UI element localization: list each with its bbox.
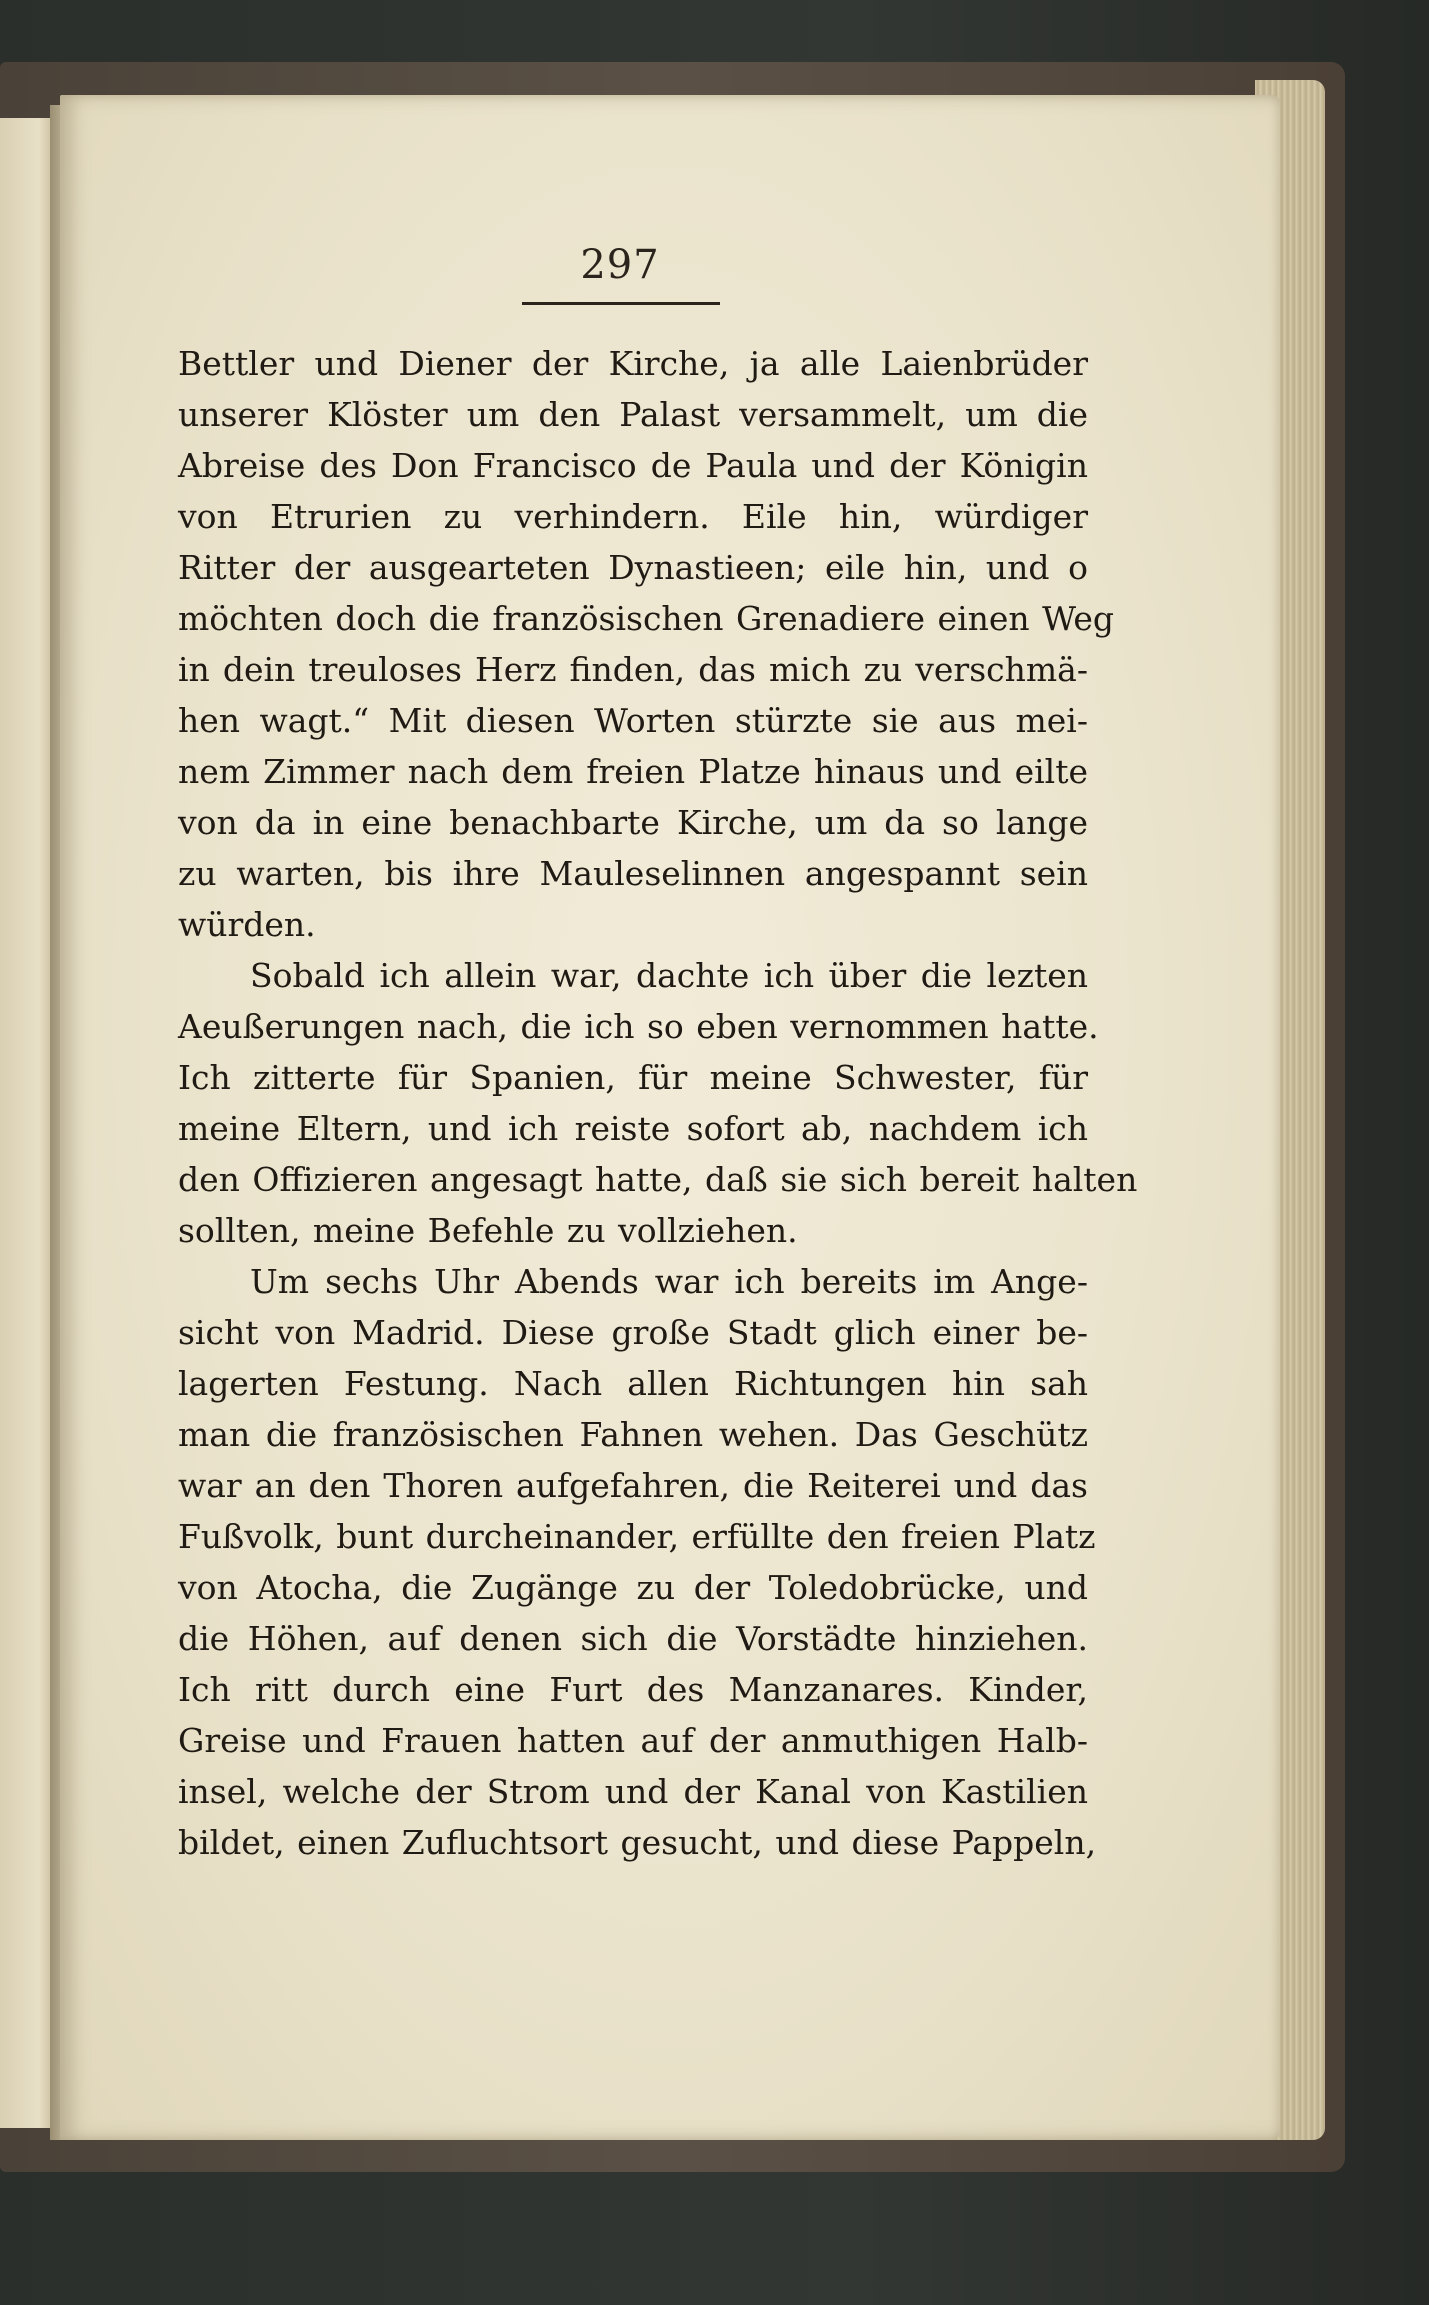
text-line: Fußvolk, bunt durcheinander, erfüllte den freien Platz — [178, 1517, 1096, 1556]
text-line: möchten doch die französischen Grenadiere einen Weg — [178, 599, 1115, 638]
text-line: Ich ritt durch eine Furt des Manzanares. Kinder, — [178, 1670, 1088, 1709]
text-line: Ritter der ausgearteten Dynastieen; eile hin, und o — [178, 548, 1088, 587]
text-line: Ich zitterte für Spanien, für meine Schwester, für — [178, 1058, 1088, 1097]
text-line: die Höhen, auf denen sich die Vorstädte hinziehen. — [178, 1619, 1088, 1658]
text-line: Bettler und Diener der Kirche, ja alle Laienbrüder — [178, 344, 1088, 383]
text-line: von da in eine benachbarte Kirche, um da so lange — [178, 803, 1088, 842]
text-line: bildet, einen Zufluchtsort gesucht, und diese Pappeln, — [178, 1823, 1097, 1862]
text-line: meine Eltern, und ich reiste sofort ab, nachdem ich — [178, 1109, 1088, 1148]
facing-page-edge — [0, 118, 55, 2128]
text-line: Sobald ich allein war, dachte ich über die lezten — [250, 956, 1088, 995]
text-line: von Etrurien zu verhindern. Eile hin, würdiger — [178, 497, 1088, 536]
text-line: von Atocha, die Zugänge zu der Toledobrücke, und — [178, 1568, 1088, 1607]
text-line: lagerten Festung. Nach allen Richtungen hin sah — [178, 1364, 1088, 1403]
text-line: nem Zimmer nach dem freien Platze hinaus und eilte — [178, 752, 1088, 791]
text-line: Abreise des Don Francisco de Paula und der Königin — [178, 446, 1088, 485]
text-line: Greise und Frauen hatten auf der anmuthigen Halb- — [178, 1721, 1088, 1760]
text-line: den Offizieren angesagt hatte, daß sie sich bereit halten — [178, 1160, 1138, 1199]
text-line: in dein treuloses Herz finden, das mich zu verschmä- — [178, 650, 1088, 689]
header-rule — [522, 302, 720, 305]
text-line: unserer Klöster um den Palast versammelt, um die — [178, 395, 1088, 434]
text-line: war an den Thoren aufgefahren, die Reiterei und das — [178, 1466, 1088, 1505]
text-line: man die französischen Fahnen wehen. Das Geschütz — [178, 1415, 1088, 1454]
text-line: Aeußerungen nach, die ich so eben vernommen hatte. — [178, 1007, 1099, 1046]
text-line: sicht von Madrid. Diese große Stadt glich einer be- — [178, 1313, 1088, 1352]
text-line: hen wagt.“ Mit diesen Worten stürzte sie aus mei- — [178, 701, 1088, 740]
text-line: würden. — [178, 905, 316, 944]
body-text — [178, 338, 1138, 1868]
text-line: sollten, meine Befehle zu vollziehen. — [178, 1211, 798, 1250]
text-line: zu warten, bis ihre Mauleselinnen angespannt sein — [178, 854, 1088, 893]
page-number: 297 — [580, 242, 660, 288]
text-line: insel, welche der Strom und der Kanal von Kastilien — [178, 1772, 1088, 1811]
text-line: Um sechs Uhr Abends war ich bereits im Ange- — [250, 1262, 1088, 1301]
